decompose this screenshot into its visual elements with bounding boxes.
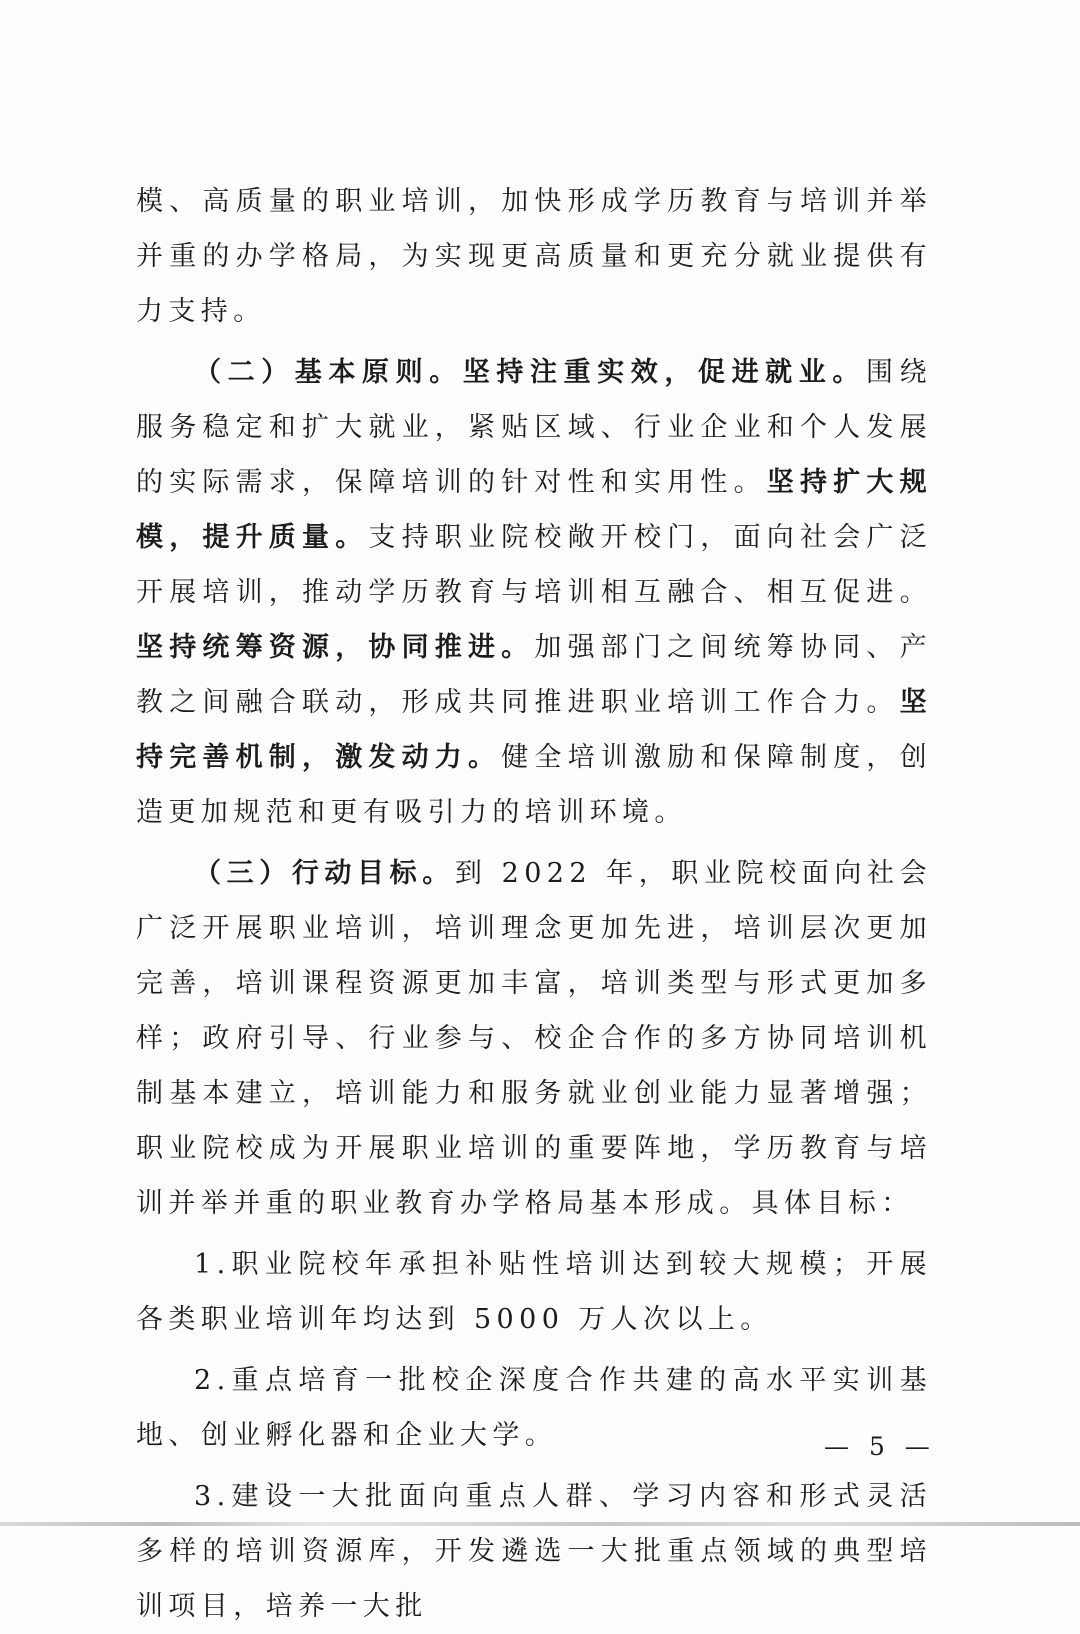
page-number: — 5 —	[824, 1432, 936, 1461]
goal-item-text: 1.职业院校年承担补贴性培训达到较大规模；开展各类职业培训年均达到 5000 万人次以上。	[136, 1249, 932, 1335]
paragraph-intro-continuation	[136, 174, 932, 339]
paragraph-action-goals	[136, 846, 932, 1231]
section-heading-action-goals: （三）行动目标。	[194, 858, 455, 889]
goal-item-text: 3.建设一大批面向重点人群、学习内容和形式灵活多样的培训资源库，开发遴选一大批重点领域的典型培训项目，培养一大批	[136, 1481, 932, 1622]
principle-lead-1: 坚持注重实效，促进就业。	[462, 357, 866, 388]
principle-text-1: 围绕服务稳定和扩大就业，紧贴区域、行业企业和个人发展的实际需求，保障培训的针对性和实用性。	[136, 357, 932, 498]
principle-text-4: 健全培训激励和保障制度，创造更加规范和更有吸引力的培训环境。	[136, 742, 932, 828]
goal-item-1	[136, 1237, 932, 1347]
document-body	[136, 174, 932, 1634]
paragraph-basic-principles	[136, 345, 932, 840]
goal-item-text: 2.重点培育一批校企深度合作共建的高水平实训基地、创业孵化器和企业大学。	[136, 1365, 932, 1451]
principle-lead-4: 坚持完善机制，激发动力。	[136, 687, 932, 773]
paragraph-text: 模、高质量的职业培训，加快形成学历教育与培训并举并重的办学格局，为实现更高质量和更充分就业提供有力支持。	[136, 186, 932, 327]
goal-item-3	[136, 1469, 932, 1634]
action-goals-text: 到 2022 年，职业院校面向社会广泛开展职业培训，培训理念更加先进，培训层次更加完善，培训课程资源更加丰富，培训类型与形式更加多样；政府引导、行业参与、校企合作的多方协同培训机制基本建立，培训能力和服务就业创业能力显著增强；职业院校成为开展职业培训的重要阵地，学历教育与培训并举并重的职业教育办学格局基本形成。具体目标：	[136, 858, 932, 1219]
principle-text-2: 支持职业院校敞开校门，面向社会广泛开展培训，推动学历教育与培训相互融合、相互促进。	[136, 522, 932, 608]
principle-text-3: 加强部门之间统筹协同、产教之间融合联动，形成共同推进职业培训工作合力。	[136, 632, 932, 718]
section-heading-basic-principles: （二）基本原则。	[194, 357, 463, 388]
goal-item-2	[136, 1353, 932, 1463]
principle-lead-2: 坚持扩大规模，提升质量。	[136, 467, 932, 553]
principle-lead-3: 坚持统筹资源，协同推进。	[136, 632, 535, 663]
scan-edge-line	[0, 1522, 1080, 1526]
